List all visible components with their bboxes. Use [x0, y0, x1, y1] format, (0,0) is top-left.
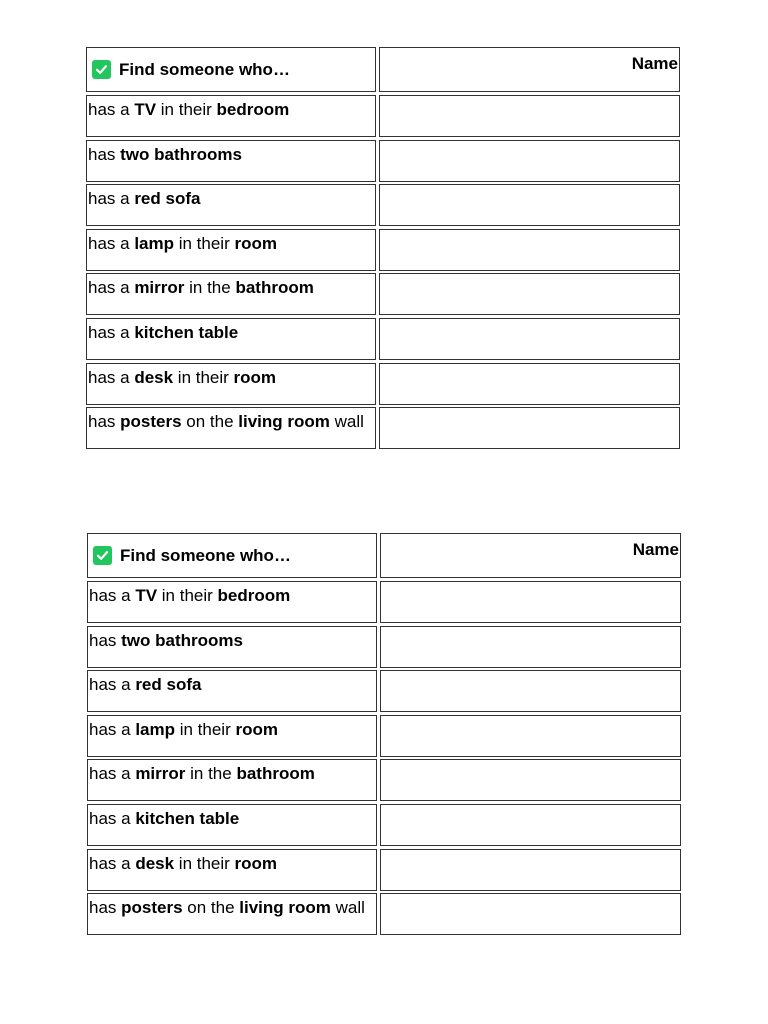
prompt-word: on the	[181, 412, 239, 432]
name-entry-cell[interactable]	[380, 849, 681, 891]
prompt-keyword: TV	[135, 586, 158, 605]
prompt-rows	[87, 581, 681, 935]
table-header-row	[87, 533, 681, 578]
prompt-cell	[87, 670, 377, 712]
prompt-word: in their	[156, 100, 217, 119]
prompt-keyword: lamp	[135, 719, 175, 739]
prompt-word: on the	[182, 898, 240, 918]
prompt-keyword: TV	[134, 100, 157, 119]
prompt-word: in their	[174, 853, 235, 873]
prompt-text	[89, 631, 243, 651]
prompt-text	[89, 854, 277, 874]
prompt-word: wall	[329, 412, 364, 432]
prompt-cell	[86, 363, 376, 405]
prompt-word: has a	[88, 322, 135, 342]
prompt-word: has	[89, 898, 122, 918]
prompt-cell	[86, 229, 376, 271]
prompt-word: has a	[89, 719, 136, 739]
prompt-cell	[87, 626, 377, 668]
prompt-keyword: posters	[120, 412, 182, 432]
table-row	[86, 140, 680, 182]
prompt-cell	[86, 407, 376, 449]
table-row	[87, 581, 681, 623]
name-entry-cell[interactable]	[379, 363, 680, 405]
name-entry-cell[interactable]	[379, 273, 680, 315]
name-entry-cell[interactable]	[380, 626, 681, 668]
prompt-cell	[86, 318, 376, 360]
header-name-cell	[380, 533, 681, 578]
prompt-keyword: room	[234, 233, 277, 253]
prompt-word: has	[88, 412, 121, 432]
table-row	[87, 626, 681, 668]
prompt-keyword: desk	[134, 367, 174, 387]
prompt-word: has a	[88, 367, 135, 387]
prompt-word: has a	[89, 586, 136, 605]
prompt-word: in their	[173, 367, 234, 387]
prompt-cell	[87, 759, 377, 801]
prompt-word: has	[88, 144, 121, 164]
prompt-keyword: bathroom	[236, 764, 315, 784]
prompt-keyword: desk	[135, 853, 175, 873]
header-title: Find someone who…	[119, 59, 290, 79]
prompt-text	[89, 675, 201, 695]
prompt-word: in their	[157, 586, 218, 605]
prompt-keyword: lamp	[134, 233, 174, 253]
table-row	[87, 804, 681, 846]
prompt-text	[88, 323, 238, 343]
name-entry-cell[interactable]	[380, 893, 681, 935]
prompt-keyword: kitchen table	[134, 322, 239, 342]
prompt-keyword: kitchen table	[135, 808, 240, 828]
prompt-text	[89, 764, 315, 784]
checkbox-checked-icon	[93, 546, 112, 565]
prompt-cell	[87, 581, 377, 623]
prompt-keyword: room	[234, 853, 278, 873]
prompt-keyword: mirror	[135, 764, 186, 784]
prompt-keyword: living room	[238, 412, 330, 432]
header-title: Find someone who…	[120, 545, 291, 565]
prompt-keyword: bathroom	[235, 278, 314, 298]
name-entry-cell[interactable]	[379, 184, 680, 226]
prompt-cell	[87, 715, 377, 757]
name-column-label: Name	[631, 54, 678, 73]
prompt-text	[88, 278, 314, 298]
prompt-text	[88, 145, 242, 165]
prompt-cell	[87, 849, 377, 891]
find-someone-table-2	[87, 533, 681, 938]
prompt-word: in the	[185, 764, 237, 784]
table-row	[86, 184, 680, 226]
prompt-keyword: red sofa	[134, 189, 201, 209]
prompt-text	[88, 368, 276, 388]
table-header-row	[86, 47, 680, 92]
name-entry-cell[interactable]	[379, 95, 680, 137]
header-name-cell	[379, 47, 680, 92]
name-entry-cell[interactable]	[380, 759, 681, 801]
prompt-cell	[86, 273, 376, 315]
prompt-word: has	[89, 630, 122, 650]
prompt-keyword: mirror	[134, 278, 185, 298]
prompt-keyword: room	[233, 367, 277, 387]
prompt-word: has a	[89, 675, 136, 695]
prompt-text	[88, 412, 364, 432]
prompt-word: in the	[184, 278, 236, 298]
table-row	[87, 670, 681, 712]
prompt-keyword: posters	[121, 898, 183, 918]
table-row	[86, 95, 680, 137]
prompt-rows	[86, 95, 680, 449]
prompt-cell	[86, 184, 376, 226]
find-someone-table-1	[86, 47, 680, 452]
name-entry-cell[interactable]	[380, 715, 681, 757]
name-entry-cell[interactable]	[380, 670, 681, 712]
table-row	[87, 849, 681, 891]
prompt-cell	[86, 95, 376, 137]
prompt-cell	[87, 804, 377, 846]
prompt-text	[89, 898, 365, 918]
prompt-keyword: living room	[239, 898, 331, 918]
prompt-text	[89, 809, 239, 829]
name-entry-cell[interactable]	[379, 318, 680, 360]
prompt-text	[89, 720, 278, 740]
table-row	[87, 759, 681, 801]
prompt-text	[88, 189, 200, 209]
prompt-cell	[86, 140, 376, 182]
prompt-word: has a	[89, 853, 136, 873]
name-column-label: Name	[632, 540, 679, 559]
prompt-keyword: bedroom	[217, 586, 291, 605]
name-entry-cell[interactable]	[380, 581, 681, 623]
prompt-keyword: two bathrooms	[120, 144, 242, 164]
prompt-keyword: bedroom	[216, 100, 290, 119]
prompt-text	[88, 234, 277, 254]
name-entry-cell[interactable]	[379, 407, 680, 449]
prompt-word: has a	[88, 233, 135, 253]
prompt-keyword: room	[235, 719, 278, 739]
prompt-word: has a	[88, 278, 135, 298]
table-row	[86, 318, 680, 360]
table-row	[86, 273, 680, 315]
table-row	[87, 893, 681, 935]
prompt-word: has a	[88, 100, 135, 119]
prompt-word: has a	[89, 808, 136, 828]
prompt-word: in their	[175, 719, 236, 739]
header-title-cell	[86, 47, 376, 92]
prompt-keyword: red sofa	[135, 675, 202, 695]
prompt-text	[88, 100, 289, 120]
table-row	[86, 363, 680, 405]
prompt-keyword: two bathrooms	[121, 630, 243, 650]
header-title-cell	[87, 533, 377, 578]
name-entry-cell[interactable]	[379, 140, 680, 182]
prompt-word: has a	[89, 764, 136, 784]
prompt-text	[89, 586, 290, 606]
name-entry-cell[interactable]	[379, 229, 680, 271]
table-row	[86, 229, 680, 271]
prompt-word: has a	[88, 189, 135, 209]
checkbox-checked-icon	[92, 60, 111, 79]
name-entry-cell[interactable]	[380, 804, 681, 846]
prompt-word: wall	[330, 898, 365, 918]
prompt-cell	[87, 893, 377, 935]
prompt-word: in their	[174, 233, 235, 253]
table-row	[86, 407, 680, 449]
table-row	[87, 715, 681, 757]
